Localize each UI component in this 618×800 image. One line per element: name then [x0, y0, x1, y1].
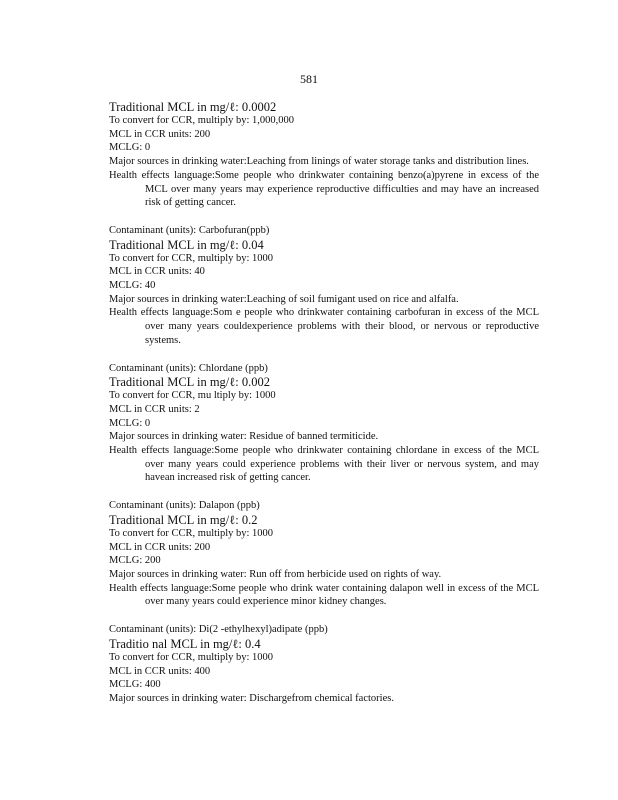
mclg-line: MCLG: 40 — [109, 280, 156, 292]
convert-factor-line: To convert for CCR, multiply by: 1,000,000 — [109, 115, 295, 126]
convert-factor-line: To convert for CCR, multiply by: 1000 — [109, 651, 274, 663]
page-number: 581 — [300, 72, 318, 86]
contaminant-list — [109, 100, 539, 720]
major-sources-paragraph: Major sources in drinking water: Run off from herbicide used on rights of way. — [109, 568, 442, 580]
traditional-mcl-heading: Traditio nal MCL in mg/ℓ: 0.4 — [109, 636, 261, 651]
contaminant-line: Contaminant (units): Chlordane (ppb) — [109, 362, 268, 374]
mcl-ccr-units-line: MCL in CCR units: 200 — [109, 128, 211, 140]
contaminant-entry — [109, 499, 539, 609]
mclg-line: MCLG: 0 — [109, 142, 151, 154]
traditional-mcl-heading: Traditional MCL in mg/ℓ: 0.0002 — [109, 100, 277, 114]
contaminant-entry — [109, 362, 539, 486]
contaminant-entry — [109, 100, 539, 210]
major-sources-paragraph: Major sources in drinking water:Leaching of soil fumigant used on rice and alfalfa. — [109, 293, 459, 305]
traditional-mcl-heading: Traditional MCL in mg/ℓ: 0.002 — [109, 375, 270, 390]
major-sources-paragraph: Major sources in drinking water:Leaching from linings of water storage tanks and distribution lines. — [109, 156, 529, 168]
contaminant-entry — [109, 623, 539, 706]
mclg-line: MCLG: 200 — [109, 555, 161, 567]
contaminant-entry — [109, 224, 539, 348]
health-effects-paragraph: Health effects language:Som e people who drinkwater containing carbofuran in excess of the MCL over many years couldexperience problems with their blood, or nervous or reproductive systems. — [109, 307, 539, 346]
mclg-line: MCLG: 0 — [109, 417, 151, 429]
mclg-line: MCLG: 400 — [109, 679, 161, 691]
major-sources-paragraph: Major sources in drinking water: Dischargefrom chemical factories. — [109, 692, 394, 704]
health-effects-paragraph: Health effects language:Some people who drinkwater containing chlordane in excess of the MCL over many years could experience problems with their liver or nervous system, and may havean increased risk of getting cancer. — [109, 445, 539, 484]
mcl-ccr-units-line: MCL in CCR units: 400 — [109, 665, 211, 677]
convert-factor-line: To convert for CCR, mu ltiply by: 1000 — [109, 390, 276, 402]
mcl-ccr-units-line: MCL in CCR units: 200 — [109, 541, 211, 553]
health-effects-paragraph: Health effects language:Some people who drinkwater containing benzo(a)pyrene in excess of the MCL over many years may experience reproductive difficulties and may have an increased risk of getting cancer. — [109, 169, 539, 209]
major-sources-paragraph: Major sources in drinking water: Residue of banned termiticide. — [109, 431, 379, 443]
convert-factor-line: To convert for CCR, multiply by: 1000 — [109, 252, 274, 264]
contaminant-line: Contaminant (units): Dalapon (ppb) — [109, 500, 260, 512]
mcl-ccr-units-line: MCL in CCR units: 40 — [109, 266, 205, 278]
traditional-mcl-heading: Traditional MCL in mg/ℓ: 0.04 — [109, 237, 264, 252]
mcl-ccr-units-line: MCL in CCR units: 2 — [109, 403, 200, 415]
convert-factor-line: To convert for CCR, multiply by: 1000 — [109, 527, 274, 539]
contaminant-line: Contaminant (units): Carbofuran(ppb) — [109, 224, 270, 236]
contaminant-line: Contaminant (units): Di(2 -ethylhexyl)adipate (ppb) — [109, 624, 328, 636]
traditional-mcl-heading: Traditional MCL in mg/ℓ: 0.2 — [109, 512, 258, 527]
health-effects-paragraph: Health effects language:Some people who drink water containing dalapon well in excess of the MCL over many years could experience minor kidney changes. — [109, 582, 539, 608]
